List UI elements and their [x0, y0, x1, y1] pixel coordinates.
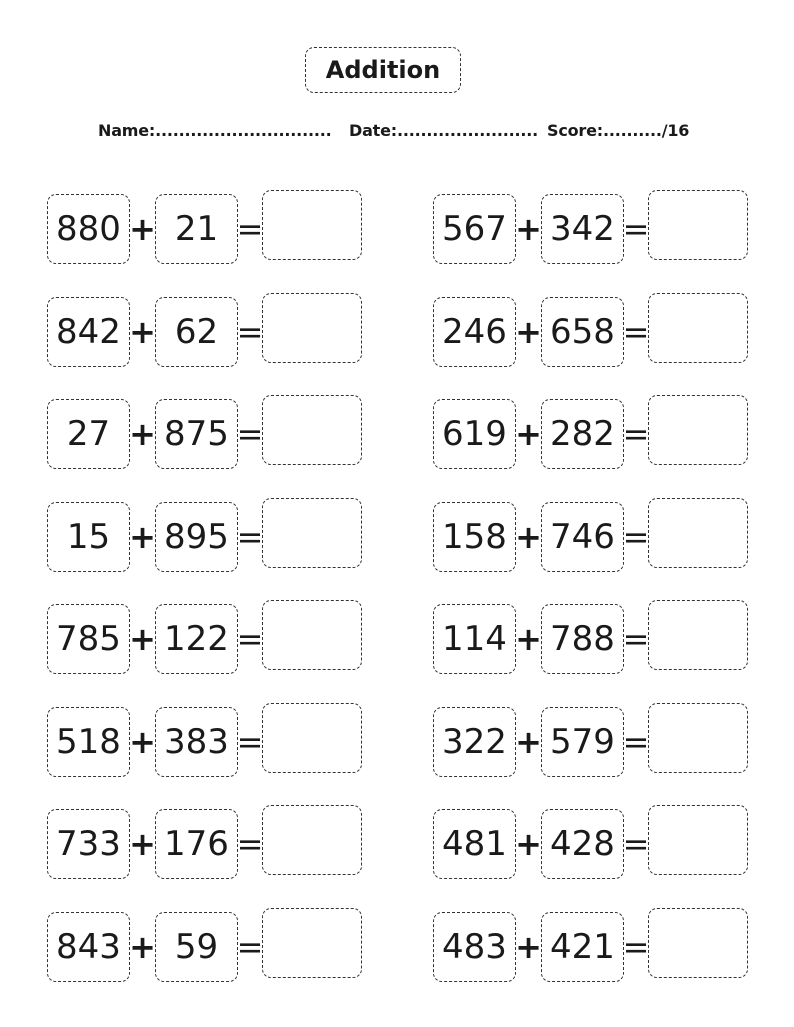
first-addend: 842	[47, 297, 130, 367]
equals-sign: =	[236, 312, 264, 351]
equals-sign: =	[622, 927, 650, 966]
answer-box[interactable]	[262, 703, 362, 773]
name-field[interactable]: Name:..............................	[98, 121, 332, 140]
first-addend: 246	[433, 297, 516, 367]
equals-sign: =	[622, 517, 650, 556]
left-problem-column	[47, 190, 367, 1010]
first-addend: 322	[433, 707, 516, 777]
equals-sign: =	[622, 722, 650, 761]
problem-row	[47, 703, 367, 806]
second-addend: 428	[541, 809, 624, 879]
problem-row	[433, 293, 753, 396]
problem-row	[47, 805, 367, 908]
second-addend: 59	[155, 912, 238, 982]
problem-row	[433, 498, 753, 601]
plus-sign: +	[515, 517, 542, 556]
answer-box[interactable]	[648, 805, 748, 875]
problem-row	[433, 190, 753, 293]
equals-sign: =	[236, 722, 264, 761]
first-addend: 843	[47, 912, 130, 982]
second-addend: 875	[155, 399, 238, 469]
problem-row	[47, 190, 367, 293]
plus-sign: +	[515, 927, 542, 966]
answer-box[interactable]	[648, 395, 748, 465]
worksheet-title: Addition	[305, 47, 461, 93]
first-addend: 158	[433, 502, 516, 572]
second-addend: 21	[155, 194, 238, 264]
equals-sign: =	[622, 620, 650, 658]
plus-sign: +	[515, 415, 542, 453]
problem-row	[47, 395, 367, 498]
second-addend: 658	[541, 297, 624, 367]
answer-box[interactable]	[262, 395, 362, 465]
plus-sign: +	[129, 517, 156, 556]
equals-sign: =	[236, 517, 264, 556]
problem-row	[47, 600, 367, 703]
first-addend: 114	[433, 604, 516, 674]
answer-box[interactable]	[648, 600, 748, 670]
equals-sign: =	[236, 210, 264, 248]
answer-box[interactable]	[262, 293, 362, 363]
first-addend: 27	[47, 399, 130, 469]
answer-box[interactable]	[262, 805, 362, 875]
problem-row	[433, 600, 753, 703]
second-addend: 895	[155, 502, 238, 572]
second-addend: 122	[155, 604, 238, 674]
problem-row	[433, 908, 753, 1011]
problem-row	[47, 908, 367, 1011]
problem-row	[47, 293, 367, 396]
answer-box[interactable]	[262, 190, 362, 260]
problem-row	[47, 498, 367, 601]
answer-box[interactable]	[648, 703, 748, 773]
plus-sign: +	[129, 927, 156, 966]
equals-sign: =	[622, 415, 650, 453]
right-problem-column	[433, 190, 753, 1010]
answer-box[interactable]	[648, 498, 748, 568]
second-addend: 788	[541, 604, 624, 674]
equals-sign: =	[622, 210, 650, 248]
answer-box[interactable]	[648, 190, 748, 260]
problem-row	[433, 395, 753, 498]
second-addend: 383	[155, 707, 238, 777]
second-addend: 176	[155, 809, 238, 879]
second-addend: 421	[541, 912, 624, 982]
equals-sign: =	[236, 927, 264, 966]
first-addend: 567	[433, 194, 516, 264]
second-addend: 282	[541, 399, 624, 469]
answer-box[interactable]	[262, 908, 362, 978]
answer-box[interactable]	[262, 498, 362, 568]
plus-sign: +	[129, 825, 156, 863]
equals-sign: =	[236, 415, 264, 453]
first-addend: 481	[433, 809, 516, 879]
problem-row	[433, 805, 753, 908]
score-field[interactable]: Score:........../16	[547, 121, 690, 140]
second-addend: 746	[541, 502, 624, 572]
second-addend: 342	[541, 194, 624, 264]
plus-sign: +	[515, 620, 542, 658]
plus-sign: +	[515, 825, 542, 863]
first-addend: 15	[47, 502, 130, 572]
first-addend: 733	[47, 809, 130, 879]
plus-sign: +	[515, 722, 542, 761]
first-addend: 619	[433, 399, 516, 469]
equals-sign: =	[622, 825, 650, 863]
date-field[interactable]: Date:........................	[349, 121, 539, 140]
first-addend: 483	[433, 912, 516, 982]
second-addend: 579	[541, 707, 624, 777]
plus-sign: +	[129, 415, 156, 453]
answer-box[interactable]	[262, 600, 362, 670]
equals-sign: =	[236, 825, 264, 863]
second-addend: 62	[155, 297, 238, 367]
plus-sign: +	[515, 210, 542, 248]
first-addend: 785	[47, 604, 130, 674]
equals-sign: =	[236, 620, 264, 658]
plus-sign: +	[515, 312, 542, 351]
plus-sign: +	[129, 722, 156, 761]
answer-box[interactable]	[648, 908, 748, 978]
answer-box[interactable]	[648, 293, 748, 363]
problem-row	[433, 703, 753, 806]
first-addend: 518	[47, 707, 130, 777]
first-addend: 880	[47, 194, 130, 264]
equals-sign: =	[622, 312, 650, 351]
plus-sign: +	[129, 210, 156, 248]
plus-sign: +	[129, 312, 156, 351]
plus-sign: +	[129, 620, 156, 658]
